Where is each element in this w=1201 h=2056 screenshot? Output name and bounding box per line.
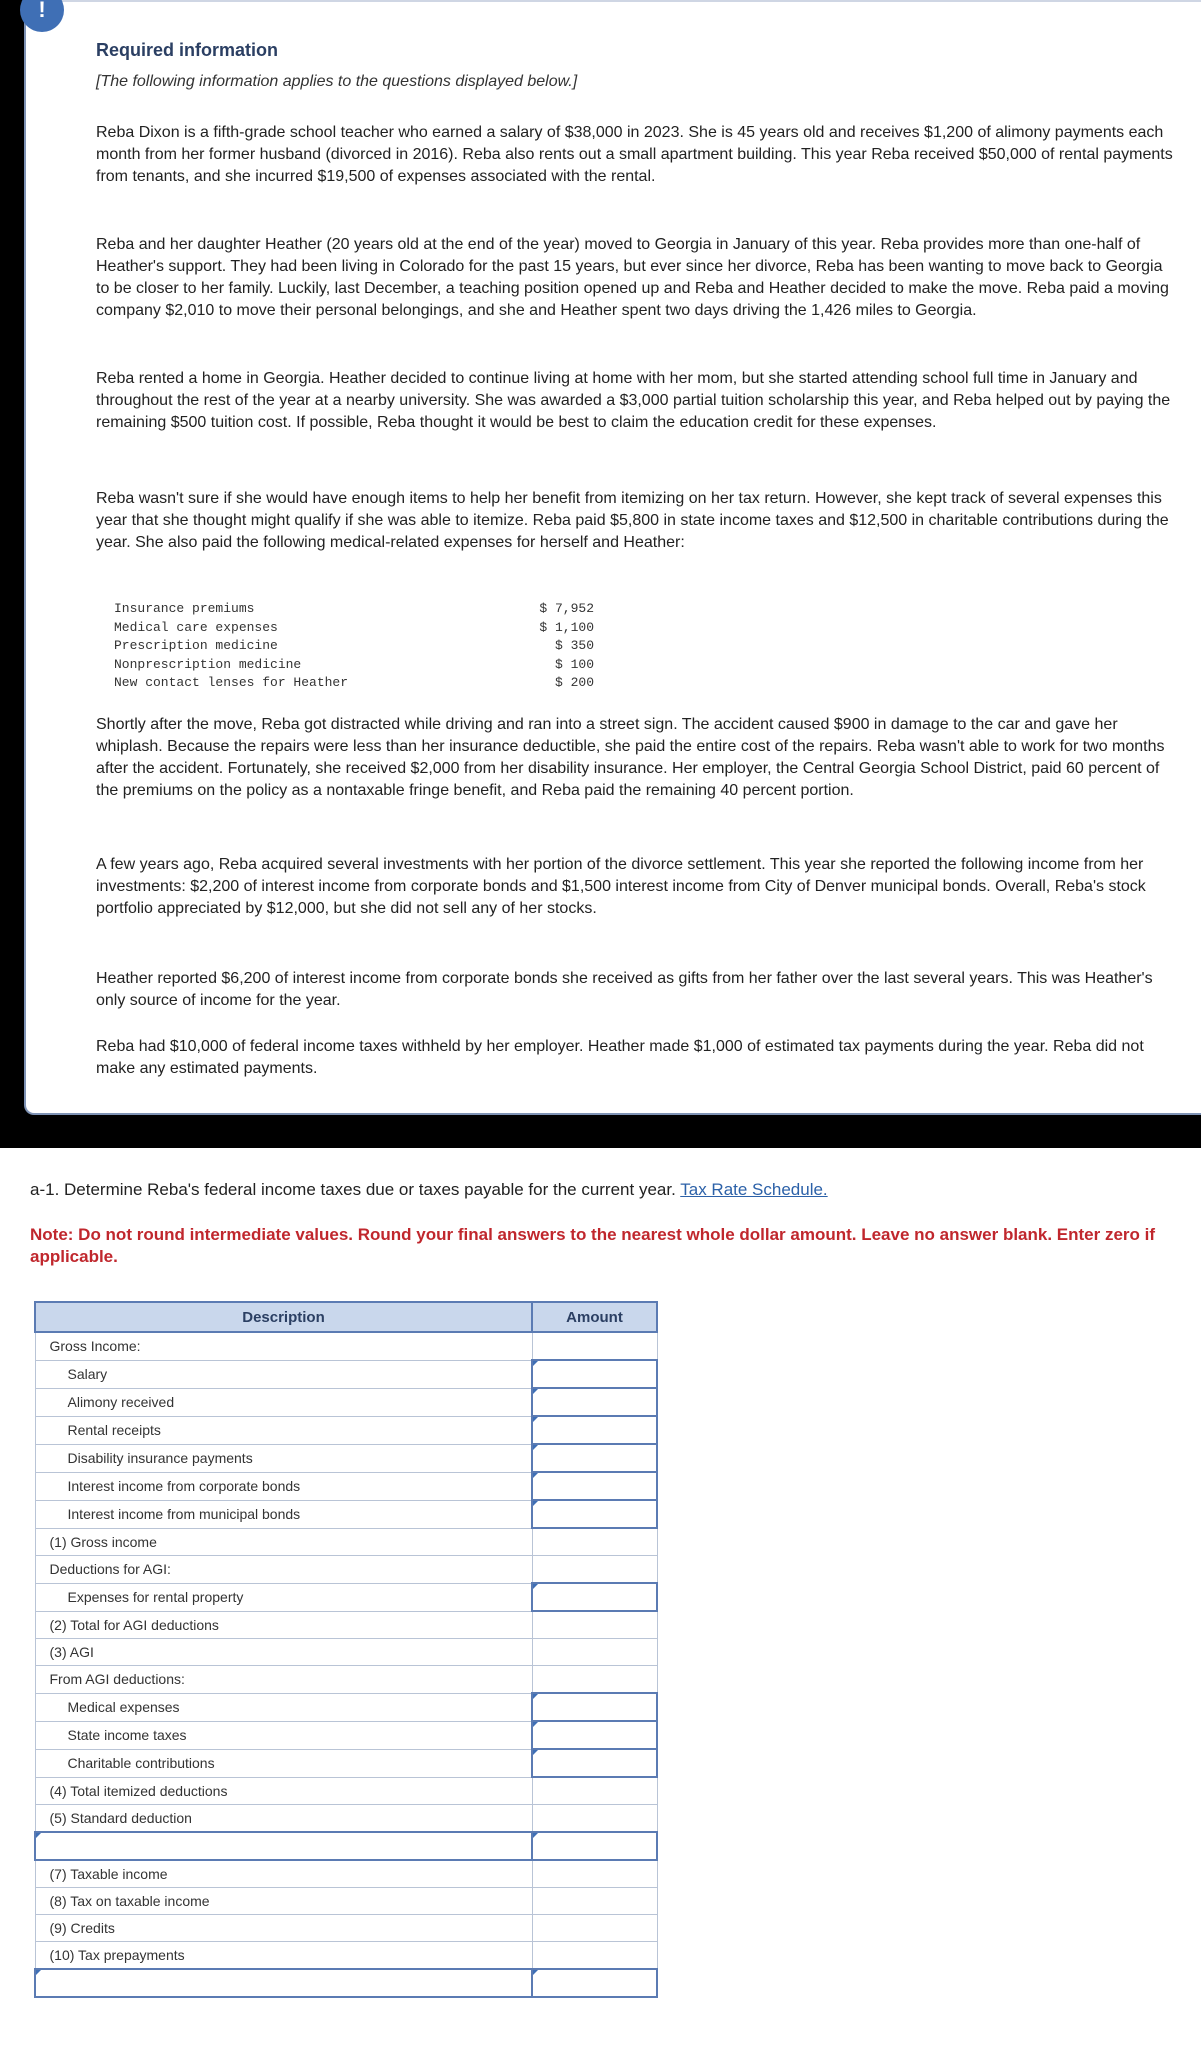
table-row	[35, 1749, 657, 1777]
row-label: (8) Tax on taxable income	[35, 1888, 532, 1915]
row-label: Disability insurance payments	[35, 1444, 532, 1472]
row-label: Alimony received	[35, 1388, 532, 1416]
paragraph: A few years ago, Reba acquired several investments with her portion of the divorce settlement. This year she reported the following income from her investments: $2,200 of interest income from corporate bonds and $1,500 interest income from City of Denver municipal bonds. Overall, Reba's stock portfolio appreciated by $12,000, but she did not sell any of her stocks.	[96, 856, 1146, 917]
amount-input[interactable]	[532, 1500, 657, 1528]
row-label: Interest income from municipal bonds	[35, 1500, 532, 1528]
question-text: a-1. Determine Reba's federal income taxes due or taxes payable for the current year. Tax Rate Schedule.	[30, 1180, 828, 1199]
paragraph: Reba wasn't sure if she would have enough items to help her benefit from itemizing on her tax return. However, she kept track of several expenses this year that she thought might qualify if she was able to itemize. Reba paid $5,800 in state income taxes and $12,500 in charitable contributions during the year. She also paid the following medical-related expenses for herself and Heather:	[96, 490, 1169, 551]
amount-cell	[532, 1528, 657, 1556]
row-label: Interest income from corporate bonds	[35, 1472, 532, 1500]
row-label: Rental receipts	[35, 1416, 532, 1444]
table-row	[35, 1388, 657, 1416]
amount-cell	[532, 1666, 657, 1694]
table-row	[35, 1721, 657, 1749]
table-row	[35, 1888, 657, 1915]
row-label: Medical expenses	[35, 1693, 532, 1721]
row-label: Gross Income:	[35, 1332, 532, 1360]
required-info-card	[24, 0, 1201, 1115]
row-label: (10) Tax prepayments	[35, 1942, 532, 1970]
row-label: (7) Taxable income	[35, 1860, 532, 1888]
amount-input[interactable]	[532, 1388, 657, 1416]
amount-cell	[532, 1777, 657, 1805]
row-label: Expenses for rental property	[35, 1583, 532, 1611]
amount-input[interactable]	[532, 1721, 657, 1749]
amount-cell	[532, 1639, 657, 1666]
table-row: Insurance premiums $ 7,952	[114, 601, 594, 616]
table-row	[35, 1528, 657, 1556]
info-title: Required information	[96, 40, 279, 60]
table-row	[35, 1832, 657, 1860]
amount-cell	[532, 1611, 657, 1639]
table-row	[35, 1915, 657, 1942]
table-row	[35, 1942, 657, 1970]
row-label: (5) Standard deduction	[35, 1805, 532, 1833]
amount-input[interactable]	[532, 1693, 657, 1721]
table-row	[35, 1860, 657, 1888]
instruction-note: Note: Do not round intermediate values. Round your final answers to the nearest whole dollar amount. Leave no answer blank. Enter zero if applicable.	[30, 1225, 1156, 1266]
paragraph: Shortly after the move, Reba got distracted while driving and ran into a street sign. The accident caused $900 in damage to the car and gave her whiplash. Because the repairs were less than her insurance deductible, she paid the entire cost of the repairs. Reba wasn't able to work for two months after the accident. Fortunately, she received $2,000 from her disability insurance. Her employer, the Central Georgia School District, paid 60 percent of the premiums on the policy as a nontaxable fringe benefit, and Reba paid the remaining 40 percent portion.	[96, 716, 1165, 799]
amount-cell	[532, 1332, 657, 1360]
amount-input[interactable]	[532, 1360, 657, 1388]
description-input[interactable]	[35, 1832, 532, 1860]
table-row	[35, 1611, 657, 1639]
row-label: Salary	[35, 1360, 532, 1388]
table-row	[35, 1666, 657, 1694]
amount-input[interactable]	[532, 1749, 657, 1777]
description-input[interactable]	[35, 1969, 532, 1997]
column-header-description: Description	[35, 1302, 532, 1332]
answer-table	[34, 1301, 658, 1998]
paragraph: Reba and her daughter Heather (20 years old at the end of the year) moved to Georgia in January of this year. Reba provides more than one-half of Heather's support. They had been living in Colorado for the past 15 years, but ever since her divorce, Reba has been wanting to move back to Georgia to be closer to her family. Luckily, last December, a teaching position opened up and Reba and Heather decided to make the move. Reba paid a moving company $2,010 to move their personal belongings, and she and Heather spent two days driving the 1,426 miles to Georgia.	[96, 236, 1169, 319]
alert-icon: !	[20, 0, 64, 32]
table-row	[35, 1969, 657, 1997]
table-row	[35, 1693, 657, 1721]
amount-cell	[532, 1556, 657, 1584]
paragraph: Reba Dixon is a fifth-grade school teacher who earned a salary of $38,000 in 2023. She is 45 years old and receives $1,200 of alimony payments each month from her former husband (divorced in 2016). Reba also rents out a small apartment building. This year Reba received $50,000 of rental payments from tenants, and she incurred $19,500 of expenses associated with the rental.	[96, 124, 1173, 185]
table-row	[35, 1444, 657, 1472]
tax-rate-schedule-link[interactable]: Tax Rate Schedule.	[680, 1180, 828, 1199]
table-row	[35, 1639, 657, 1666]
paragraph: Heather reported $6,200 of interest income from corporate bonds she received as gifts from her father over the last several years. This was Heather's only source of income for the year.	[96, 970, 1153, 1009]
table-row	[35, 1416, 657, 1444]
row-label: State income taxes	[35, 1721, 532, 1749]
table-row	[35, 1472, 657, 1500]
amount-input[interactable]	[532, 1416, 657, 1444]
info-subtitle: [The following information applies to the questions displayed below.]	[96, 73, 578, 90]
table-row	[35, 1556, 657, 1584]
row-label: (1) Gross income	[35, 1528, 532, 1556]
row-label: (2) Total for AGI deductions	[35, 1611, 532, 1639]
table-row	[35, 1332, 657, 1360]
table-row	[35, 1583, 657, 1611]
table-row: Prescription medicine $ 350	[114, 638, 594, 653]
row-label: (9) Credits	[35, 1915, 532, 1942]
paragraph: Reba had $10,000 of federal income taxes withheld by her employer. Heather made $1,000 of estimated tax payments during the year. Reba did not make any estimated payments.	[96, 1038, 1144, 1077]
row-label: (3) AGI	[35, 1639, 532, 1666]
row-label: Charitable contributions	[35, 1749, 532, 1777]
table-row	[35, 1777, 657, 1805]
amount-input[interactable]	[532, 1472, 657, 1500]
paragraph: Reba rented a home in Georgia. Heather decided to continue living at home with her mom, but she started attending school full time in January and throughout the rest of the year at a nearby university. She was awarded a $3,000 partial tuition scholarship this year, and Reba helped out by paying the remaining $500 tuition cost. If possible, Reba thought it would be best to claim the education credit for these expenses.	[96, 370, 1171, 431]
table-row	[35, 1500, 657, 1528]
table-row: New contact lenses for Heather $ 200	[114, 675, 594, 690]
amount-input[interactable]	[532, 1832, 657, 1860]
amount-cell	[532, 1915, 657, 1942]
row-label: (4) Total itemized deductions	[35, 1777, 532, 1805]
table-row	[35, 1805, 657, 1833]
amount-cell	[532, 1888, 657, 1915]
table-row: Medical care expenses $ 1,100	[114, 619, 594, 635]
amount-input[interactable]	[532, 1969, 657, 1997]
row-label: From AGI deductions:	[35, 1666, 532, 1694]
amount-cell	[532, 1942, 657, 1970]
amount-input[interactable]	[532, 1583, 657, 1611]
table-row: Nonprescription medicine $ 100	[114, 656, 594, 672]
column-header-amount: Amount	[532, 1302, 657, 1332]
table-row	[35, 1360, 657, 1388]
amount-input[interactable]	[532, 1444, 657, 1472]
amount-cell	[532, 1805, 657, 1833]
amount-cell	[532, 1860, 657, 1888]
row-label: Deductions for AGI:	[35, 1556, 532, 1584]
medical-expenses-table	[114, 600, 594, 693]
